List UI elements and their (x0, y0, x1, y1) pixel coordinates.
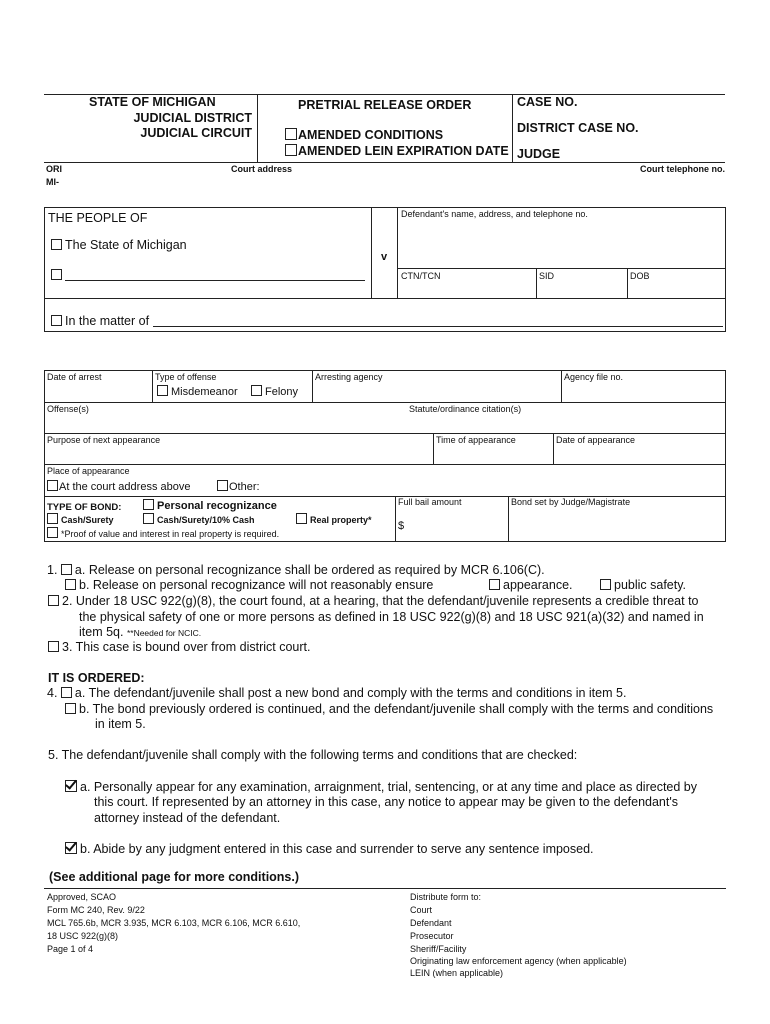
date-of-appearance-label: Date of appearance (556, 435, 636, 445)
judicial-circuit-label: JUDICIAL CIRCUIT (140, 126, 252, 140)
court-address-label: Court address (231, 164, 293, 174)
bond-set-by-label: Bond set by Judge/Magistrate (511, 497, 631, 507)
cash-surety-label: Cash/Surety (61, 515, 114, 525)
form-title: PRETRIAL RELEASE ORDER (298, 98, 472, 112)
item-3-text: 3. This case is bound over from district court. (62, 640, 311, 654)
header-divider-2 (512, 94, 513, 162)
amended-lein-label: AMENDED LEIN EXPIRATION DATE (298, 144, 509, 158)
item-2-line-3 (79, 625, 201, 639)
plaintiff-inner-divider (371, 207, 372, 298)
people-of-label: THE PEOPLE OF (48, 211, 148, 225)
distribute-heading: Distribute form to: (410, 892, 482, 902)
arrest-col-1 (152, 370, 153, 402)
item-4b-text-1: b. The bond previously ordered is continued, and the defendant/juvenile shall comply with the terms and conditions (79, 702, 714, 716)
distribute-court: Court (410, 905, 433, 915)
defendant-id-rule (397, 268, 726, 269)
proof-note-option[interactable] (47, 527, 279, 539)
footer-rule (44, 888, 726, 889)
item-2-text-3: item 5q. (79, 625, 124, 639)
appearance-col-2 (553, 433, 554, 464)
item-4-number: 4. (47, 686, 58, 700)
footer-page: Page 1 of 4 (47, 944, 94, 954)
item-1b-text: b. Release on personal recognizance will not reasonably ensure (79, 578, 434, 592)
item-1a-checkbox[interactable] (61, 564, 72, 575)
state-of-michigan-label: The State of Michigan (65, 238, 187, 252)
in-the-matter-option[interactable] (51, 314, 723, 328)
item-5: 5. The defendant/juvenile shall comply with the following terms and conditions that are checked: (48, 748, 578, 762)
full-bail-amount-label: Full bail amount (398, 497, 462, 507)
state-of-michigan-option[interactable] (51, 238, 187, 252)
dob-label: DOB (630, 271, 650, 281)
cash-surety-10-label: Cash/Surety/10% Cash (157, 515, 255, 525)
other-place-label: Other: (229, 481, 260, 493)
appearance-col-1 (433, 433, 434, 464)
bond-col-2 (508, 496, 509, 542)
footer-mcl: MCL 765.6b, MCR 3.935, MCR 6.103, MCR 6.106, MCR 6.610, (47, 918, 301, 928)
arrest-row-1-rule (44, 402, 726, 403)
in-the-matter-label: In the matter of (65, 314, 150, 328)
proof-checkbox[interactable] (47, 527, 58, 538)
sid-divider (536, 268, 537, 298)
amended-lein-option[interactable] (285, 144, 509, 158)
district-case-no-label: DISTRICT CASE NO. (517, 121, 639, 135)
item-4a[interactable] (47, 686, 626, 700)
item-4a-text: a. The defendant/juvenile shall post a new bond and comply with the terms and conditions in item 5. (74, 686, 627, 700)
item-5b-checkbox[interactable] (65, 842, 77, 854)
appearance-label: appearance. (503, 578, 573, 592)
judicial-district-label: JUDICIAL DISTRICT (133, 111, 252, 125)
other-plaintiff-field[interactable] (65, 269, 365, 281)
cash-surety-10-option[interactable] (143, 513, 255, 525)
distribute-sheriff: Sheriff/Facility (410, 944, 467, 954)
ori-label: ORI (46, 164, 63, 174)
item-1a[interactable] (47, 563, 545, 577)
other-plaintiff-option[interactable] (51, 268, 365, 282)
distribute-prosecutor: Prosecutor (410, 931, 454, 941)
date-of-arrest-label: Date of arrest (47, 372, 102, 382)
item-4b[interactable] (65, 702, 713, 716)
state-of-michigan-checkbox[interactable] (51, 239, 62, 250)
item-5b-text: b. Abide by any judgment entered in this case and surrender to serve any sentence imposed. (80, 842, 594, 856)
offenses-label: Offense(s) (47, 404, 89, 414)
item-2-text-1: 2. Under 18 USC 922(g)(8), the court found, at a hearing, that the defendant/juvenile represents a credible threat to (62, 594, 699, 608)
see-additional-note: (See additional page for more conditions.) (49, 870, 300, 884)
personal-recognizance-label: Personal recognizance (157, 500, 277, 512)
other-place-checkbox[interactable] (217, 480, 228, 491)
item-4b-checkbox[interactable] (65, 703, 76, 714)
public-safety-option[interactable] (600, 578, 686, 592)
appearance-option[interactable] (489, 578, 573, 592)
item-2[interactable] (48, 594, 699, 608)
item-1b-checkbox[interactable] (65, 579, 76, 590)
real-property-label: Real property* (310, 515, 372, 525)
footer-approved: Approved, SCAO (47, 892, 117, 902)
agency-file-no-label: Agency file no. (564, 372, 624, 382)
misdemeanor-option[interactable] (157, 385, 238, 398)
it-is-ordered-heading: IT IS ORDERED: (48, 671, 145, 685)
amended-conditions-option[interactable] (285, 128, 443, 142)
item-3[interactable] (48, 640, 310, 654)
type-of-bond-label: TYPE OF BOND: (47, 502, 122, 513)
place-of-appearance-label: Place of appearance (47, 466, 130, 476)
versus-label: v (381, 251, 388, 263)
at-court-address-option[interactable] (47, 480, 190, 493)
court-telephone-label: Court telephone no. (640, 164, 725, 174)
real-property-checkbox[interactable] (296, 513, 307, 524)
statute-label: Statute/ordinance citation(s) (409, 404, 522, 414)
arrest-row-2-rule (44, 433, 726, 434)
time-of-appearance-label: Time of appearance (436, 435, 516, 445)
at-court-address-label: At the court address above (59, 481, 191, 493)
item-4b-line-2: in item 5. (95, 717, 146, 731)
felony-option[interactable] (251, 385, 298, 398)
arresting-agency-label: Arresting agency (315, 372, 383, 382)
misdemeanor-label: Misdemeanor (171, 386, 238, 398)
type-of-offense-label: Type of offense (155, 372, 217, 382)
distribute-agency: Originating law enforcement agency (when applicable) (410, 956, 627, 966)
header-bottom-rule (44, 162, 725, 163)
item-1b[interactable] (65, 578, 433, 592)
item-5a-text-1: a. Personally appear for any examination, arraignment, trial, sentencing, or at any time and place as directed by (80, 780, 698, 794)
in-the-matter-field[interactable] (153, 315, 723, 327)
arrest-row-3-rule (44, 464, 726, 465)
case-no-label: CASE NO. (517, 95, 578, 109)
arrest-col-2 (312, 370, 313, 402)
appearance-checkbox[interactable] (489, 579, 500, 590)
cash-surety-option[interactable] (47, 513, 114, 525)
sid-label: SID (539, 271, 555, 281)
item-5a-line-3: attorney instead of the defendant. (94, 811, 281, 825)
ncic-note: **Needed for NCIC. (126, 628, 202, 638)
parties-mid-rule (44, 298, 726, 299)
real-property-option[interactable] (296, 513, 372, 525)
felony-checkbox[interactable] (251, 385, 262, 396)
cash-surety-checkbox[interactable] (47, 513, 58, 524)
personal-recognizance-option[interactable] (143, 499, 277, 512)
dollar-sign: $ (398, 520, 405, 532)
item-4a-checkbox[interactable] (61, 687, 72, 698)
item-3-checkbox[interactable] (48, 641, 59, 652)
item-1-number: 1. (47, 563, 58, 577)
arrest-col-3 (561, 370, 562, 402)
defendant-info-label: Defendant's name, address, and telephone no. (401, 209, 588, 219)
bond-col-1 (395, 496, 396, 542)
item-2-line-2: the physical safety of one or more persons as defined in 18 USC 922(g)(8) and 18 USC 921(a)(32) and named in (79, 610, 704, 624)
item-1a-text: a. Release on personal recognizance shall be ordered as required by MCR 6.106(C). (74, 563, 545, 577)
at-court-address-checkbox[interactable] (47, 480, 58, 491)
amended-conditions-checkbox[interactable] (285, 128, 297, 140)
mi-label: MI- (46, 177, 59, 187)
amended-conditions-label: AMENDED CONDITIONS (298, 128, 444, 142)
cash-surety-10-checkbox[interactable] (143, 513, 154, 524)
misdemeanor-checkbox[interactable] (157, 385, 168, 396)
footer-usc: 18 USC 922(g)(8) (47, 931, 119, 941)
in-the-matter-checkbox[interactable] (51, 315, 62, 326)
item-5b[interactable] (65, 842, 594, 856)
distribute-defendant: Defendant (410, 918, 452, 928)
proof-note-label: *Proof of value and interest in real property is required. (61, 529, 280, 539)
item-5a-checkbox[interactable] (65, 780, 77, 792)
item-2-checkbox[interactable] (48, 595, 59, 606)
distribute-lein: LEIN (when applicable) (410, 968, 504, 978)
public-safety-checkbox[interactable] (600, 579, 611, 590)
ctn-tcn-label: CTN/TCN (401, 271, 441, 281)
parties-divider (397, 207, 398, 298)
public-safety-label: public safety. (614, 578, 687, 592)
purpose-label: Purpose of next appearance (47, 435, 161, 445)
item-5a[interactable] (65, 780, 697, 794)
item-5a-line-2: this court. If represented by an attorney in this case, any notice to appear may be given to the defendant's (94, 795, 678, 809)
other-plaintiff-checkbox[interactable] (51, 269, 62, 280)
footer-form-no: Form MC 240, Rev. 9/22 (47, 905, 145, 915)
header-divider-1 (257, 94, 258, 162)
judge-label: JUDGE (517, 147, 561, 161)
personal-recognizance-checkbox[interactable] (143, 499, 154, 510)
state-label: STATE OF MICHIGAN (89, 95, 216, 109)
other-place-option[interactable] (217, 480, 260, 493)
amended-lein-checkbox[interactable] (285, 144, 297, 156)
dob-divider (627, 268, 628, 298)
felony-label: Felony (265, 386, 299, 398)
